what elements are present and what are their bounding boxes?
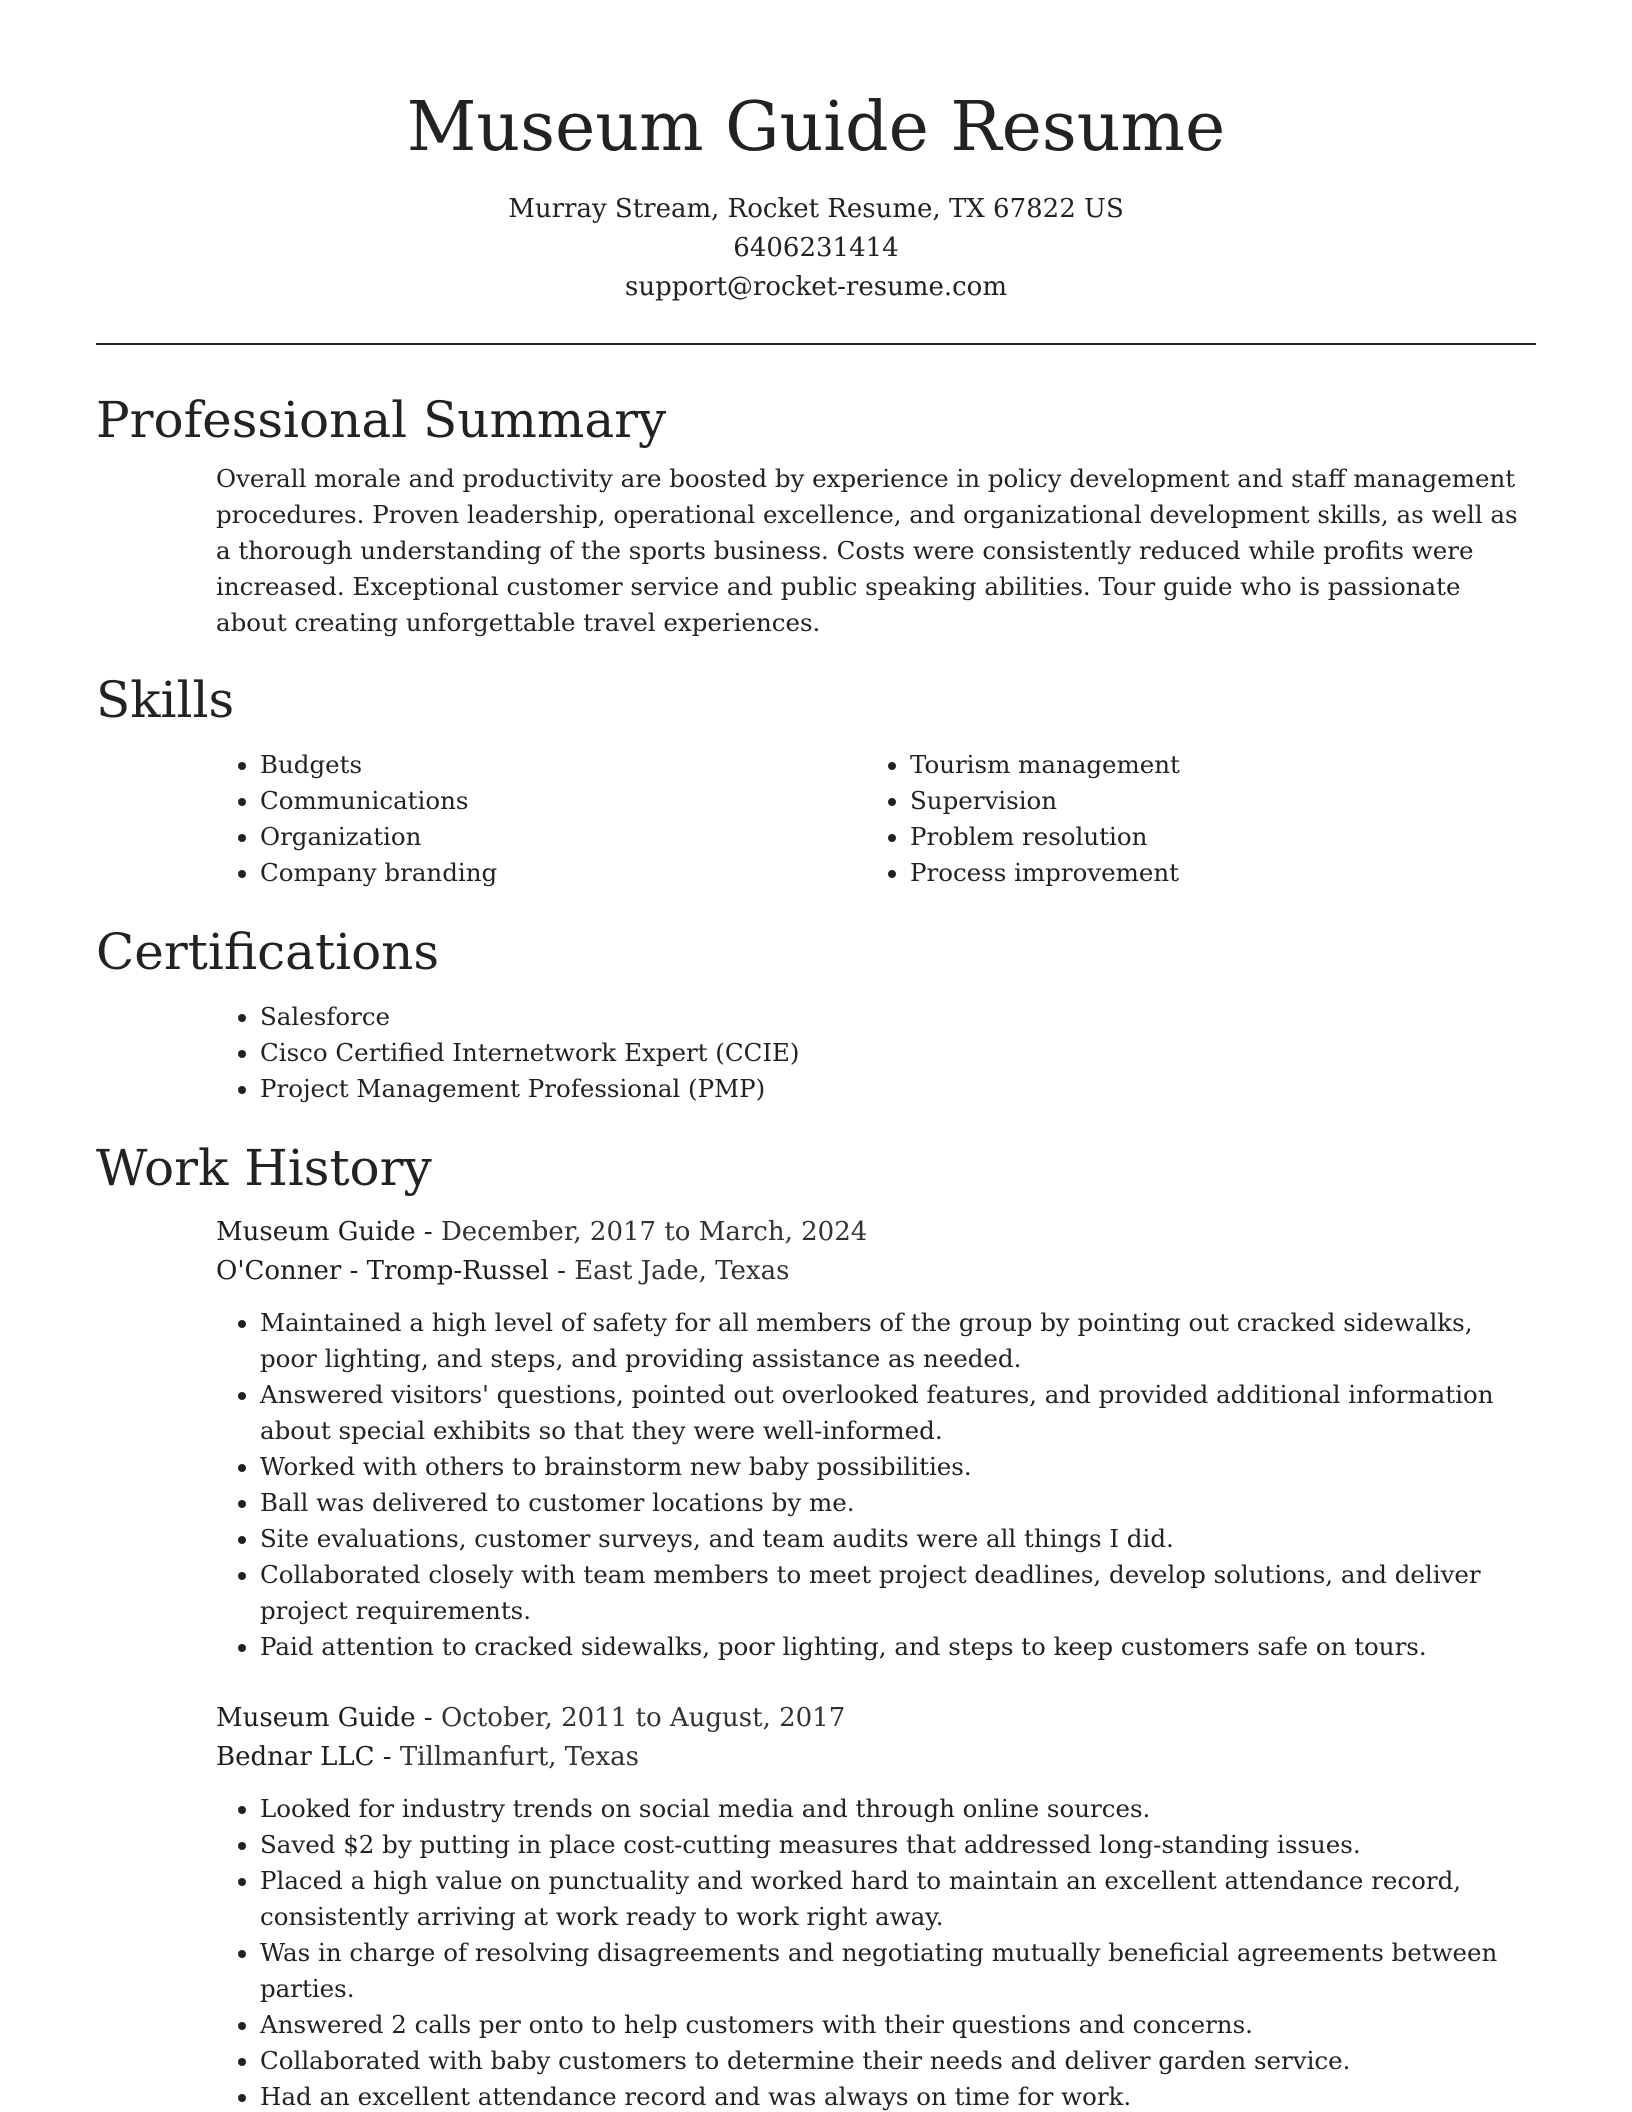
job-title: Museum Guide <box>216 1703 416 1733</box>
job-company-line <box>216 1252 1536 1291</box>
section-title-skills: Skills <box>96 671 235 729</box>
skill-item: • Company branding <box>260 855 866 891</box>
section-title-summary: Professional Summary <box>96 391 667 449</box>
job-title-line <box>216 1699 1536 1738</box>
job-bullets <box>216 1791 1536 2112</box>
job-location: East Jade, Texas <box>574 1256 790 1286</box>
skill-item: • Supervision <box>910 783 1410 819</box>
certification-item: • Salesforce <box>260 999 1632 1035</box>
job-bullet: • Paid attention to cracked sidewalks, poor lighting, and steps to keep customers safe on tours. <box>260 1629 1536 1665</box>
job-bullet: • Placed a high value on punctuality and worked hard to maintain an excellent attendance record, consistently arriving at work ready to work right away. <box>260 1863 1536 1935</box>
job-entry <box>216 1699 1536 2112</box>
resume-header <box>0 0 1632 307</box>
job-bullet: • Collaborated closely with team members to meet project deadlines, develop solutions, and deliver project requirements. <box>260 1557 1536 1629</box>
job-entry <box>216 1213 1536 1665</box>
job-bullets <box>216 1305 1536 1665</box>
job-company: O'Conner - Tromp-Russel <box>216 1256 549 1286</box>
job-bullet: • Collaborated with baby customers to determine their needs and deliver garden service. <box>260 2043 1536 2079</box>
skills-column-right <box>866 747 1410 891</box>
contact-email: support@rocket-resume.com <box>624 272 1007 302</box>
section-title-work-history: Work History <box>96 1139 432 1197</box>
skill-item: • Budgets <box>260 747 866 783</box>
skill-item: • Organization <box>260 819 866 855</box>
summary-text: Overall morale and productivity are boosted by experience in policy development and staff management procedures. Proven leadership, operational excellence, and organizational development skills, as well as a thorough understanding of the sports business. Costs were consistently reduced while profits were increased. Exceptional customer service and public speaking abilities. Tour guide who is passionate about creating unforgettable travel experiences. <box>216 464 1518 637</box>
skills-list <box>216 747 1632 891</box>
job-location: Tillmanfurt, Texas <box>399 1742 640 1772</box>
job-bullet: • Answered visitors' questions, pointed out overlooked features, and provided additional information about special exhibits so that they were well-informed. <box>260 1377 1536 1449</box>
job-dates: December, 2017 to March, 2024 <box>440 1217 868 1247</box>
job-bullet: • Answered 2 calls per onto to help customers with their questions and concerns. <box>260 2007 1536 2043</box>
job-title: Museum Guide <box>216 1217 416 1247</box>
contact-info <box>0 190 1632 307</box>
skill-item: • Tourism management <box>910 747 1410 783</box>
skill-item: • Problem resolution <box>910 819 1410 855</box>
skills-column-left <box>216 747 866 891</box>
job-bullet: • Saved $2 by putting in place cost-cutting measures that addressed long-standing issues. <box>260 1827 1536 1863</box>
job-dates: October, 2011 to August, 2017 <box>440 1703 846 1733</box>
job-title-line <box>216 1213 1536 1252</box>
job-bullet: • Ball was delivered to customer locations by me. <box>260 1485 1536 1521</box>
certification-item: • Cisco Certified Internetwork Expert (CCIE) <box>260 1035 1632 1071</box>
certifications-bullets <box>216 999 1632 1107</box>
separator: - <box>415 1217 441 1247</box>
separator: - <box>374 1742 400 1772</box>
job-bullet: • Worked with others to brainstorm new baby possibilities. <box>260 1449 1536 1485</box>
skill-item: • Process improvement <box>910 855 1410 891</box>
separator: - <box>548 1256 575 1286</box>
section-title-certifications: Certifications <box>96 923 440 981</box>
skill-item: • Communications <box>260 783 866 819</box>
job-bullet: • Looked for industry trends on social media and through online sources. <box>260 1791 1536 1827</box>
resume-title: Museum Guide Resume <box>406 88 1226 167</box>
header-divider <box>96 343 1536 345</box>
job-bullet: • Was in charge of resolving disagreements and negotiating mutually beneficial agreements between parties. <box>260 1935 1536 2007</box>
job-company-line <box>216 1738 1536 1777</box>
certifications-list <box>216 999 1632 1107</box>
job-bullet: • Had an excellent attendance record and was always on time for work. <box>260 2079 1536 2112</box>
job-bullet: • Maintained a high level of safety for all members of the group by pointing out cracked sidewalks, poor lighting, and steps, and providing assistance as needed. <box>260 1305 1536 1377</box>
contact-phone: 6406231414 <box>733 233 899 263</box>
job-company: Bednar LLC <box>216 1742 375 1772</box>
job-bullet: • Site evaluations, customer surveys, and team audits were all things I did. <box>260 1521 1536 1557</box>
certification-item: • Project Management Professional (PMP) <box>260 1071 1632 1107</box>
contact-address: Murray Stream, Rocket Resume, TX 67822 US <box>508 194 1124 224</box>
separator: - <box>415 1703 441 1733</box>
